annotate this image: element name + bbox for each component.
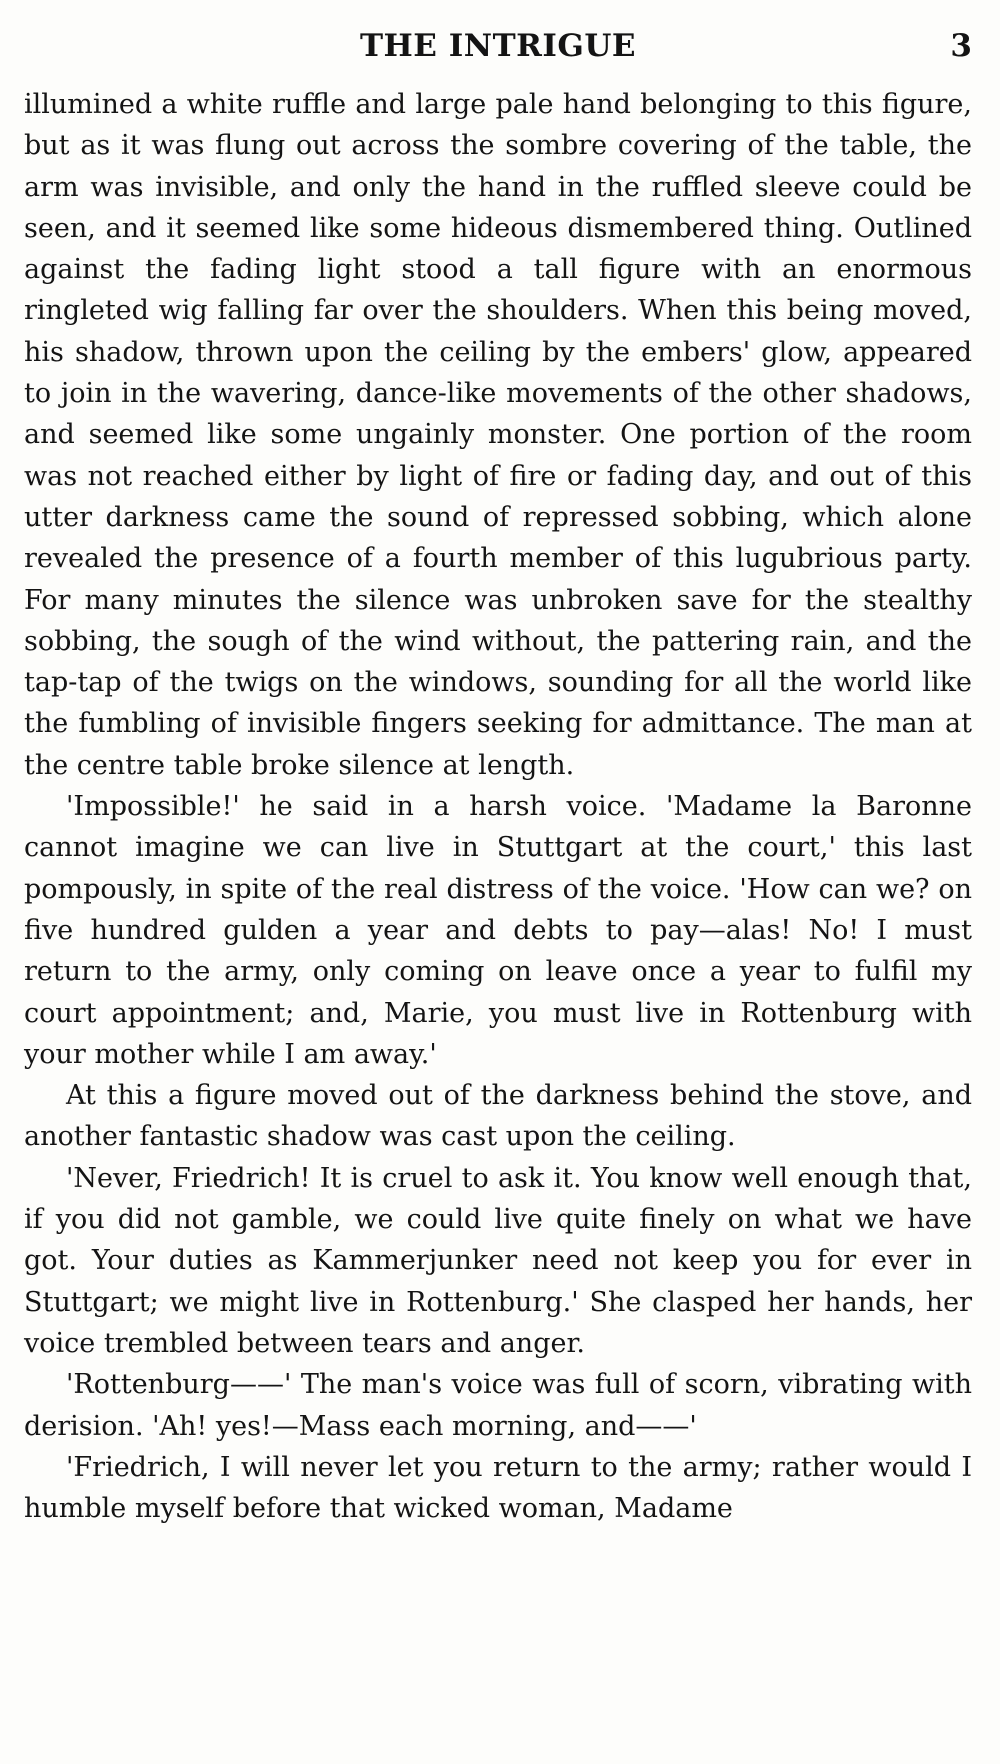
paragraph: 'Never, Friedrich! It is cruel to ask it. You know well enough that, if you did not gamble, we could live quite finely on what we have got. Your duties as Kammerjunker need not keep you for ever in Stuttgart; we might live in Rottenburg.' She clasped her hands, her voice trembled between tears and anger.	[24, 1162, 972, 1359]
running-head	[24, 22, 972, 70]
header-title: THE INTRIGUE	[359, 28, 637, 64]
paragraph-continued: illumined a white ruffle and large pale hand belonging to this figure, but as it was flung out across the sombre covering of the table, the arm was invisible, and only the hand in the ruffled sleeve could be seen, and it seemed like some hideous dismembered thing. Outlined against the fading light stood a tall figure with an enormous ringleted wig falling far over the shoulders. When this being moved, his shadow, thrown upon the ceiling by the embers' glow, appeared to join in the wavering, dance-like movements of the other shadows, and seemed like some ungainly monster. One portion of the room was not reached either by light of fire or fading day, and out of this utter darkness came the sound of repressed sobbing, which alone revealed the presence of a fourth member of this lugubrious party. For many minutes the silence was unbroken save for the stealthy sobbing, the sough of the wind without, the pattering rain, and the tap-tap of the twigs on the windows, sounding for all the world like the fumbling of invisible fingers seeking for admittance. The man at the centre table broke silence at length.	[24, 89, 972, 781]
paragraph: 'Friedrich, I will never let you return to the army; rather would I humble myself before that wicked woman, Madame	[24, 1451, 972, 1525]
paragraph: 'Rottenburg——' The man's voice was full of scorn, vibrating with derision. 'Ah! yes!—Mass each morning, and——'	[24, 1369, 972, 1442]
page-number: 3	[950, 28, 972, 64]
paragraph: 'Impossible!' he said in a harsh voice. 'Madame la Baronne cannot imagine we can live in Stuttgart at the court,' this last pompously, in spite of the real distress of the voice. 'How can we? on five hundred gulden a year and debts to pay—alas! No! I must return to the army, only coming on leave once a year to fulfil my court appointment; and, Marie, you must live in Rottenburg with your mother while I am away.'	[24, 791, 972, 1070]
paragraph: At this a figure moved out of the darkness behind the stove, and another fantastic shadow was cast upon the ceiling.	[24, 1080, 972, 1153]
body-text	[24, 84, 972, 1529]
